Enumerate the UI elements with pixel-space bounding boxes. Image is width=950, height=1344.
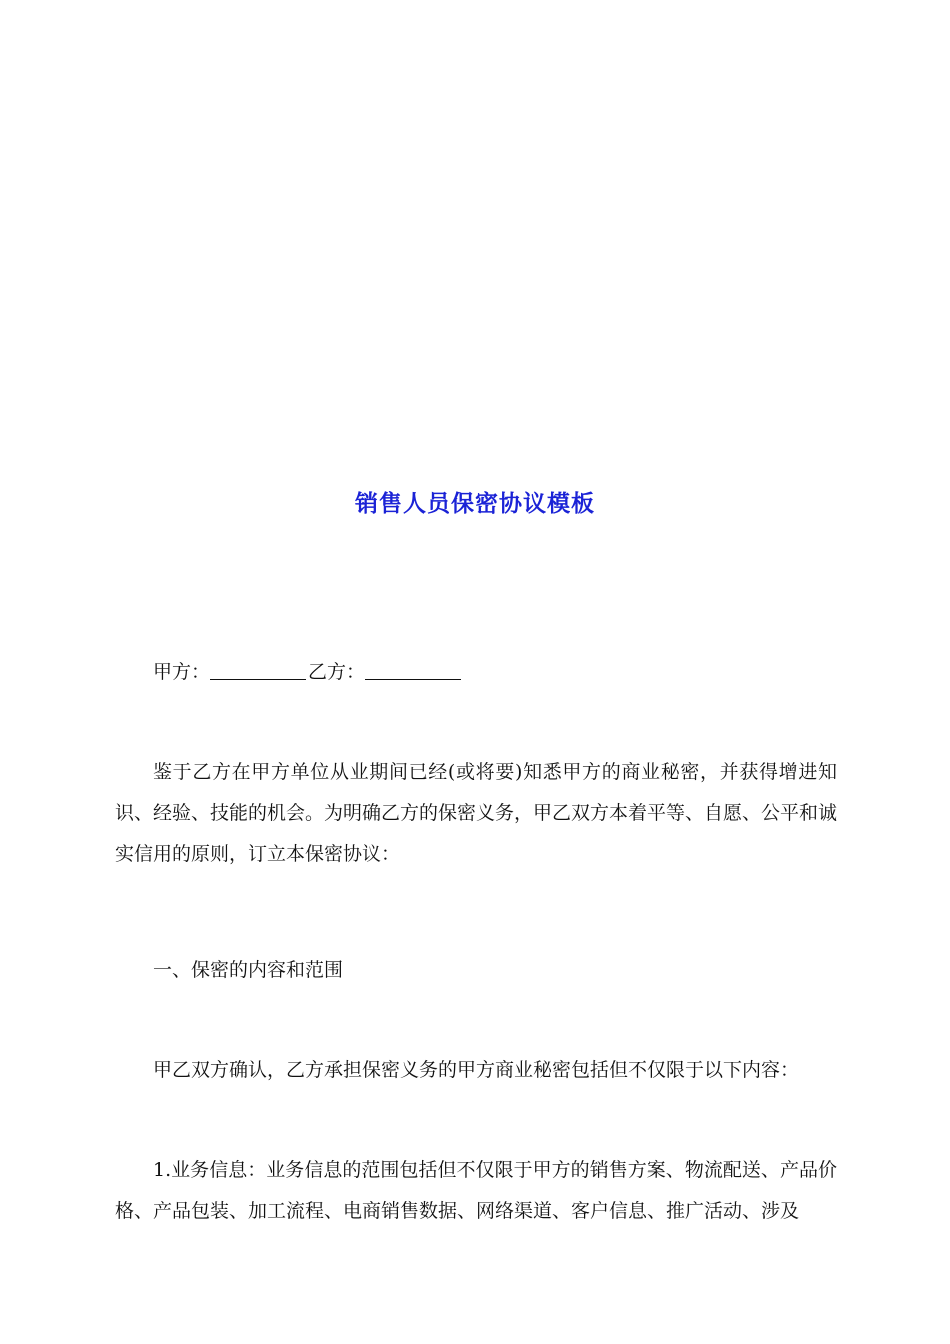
section-heading: 一、保密的内容和范围 bbox=[153, 959, 344, 981]
list-item: 1.业务信息：业务信息的范围包括但不仅限于甲方的销售方案、物流配送、产品价格、产品包装、加工流程、电商销售数据、网络渠道、客户信息、推广活动、涉及 bbox=[115, 1159, 837, 1222]
party-a-blank bbox=[210, 659, 306, 680]
intro-paragraph: 鉴于乙方在甲方单位从业期间已经(或将要)知悉甲方的商业秘密，并获得增进知识、经验、技能的机会。为明确乙方的保密义务，甲乙双方本着平等、自愿、公平和诚实信用的原则，订立本保密协议： bbox=[115, 761, 838, 865]
party-b-blank bbox=[365, 659, 461, 680]
party-b-label: 乙方： bbox=[308, 661, 366, 683]
party-a-label: 甲方： bbox=[153, 661, 211, 683]
document-title: 销售人员保密协议模板 bbox=[355, 491, 595, 517]
section-intro-paragraph: 甲乙双方确认，乙方承担保密义务的甲方商业秘密包括但不仅限于以下内容： bbox=[153, 1059, 800, 1081]
parties-line bbox=[115, 652, 837, 693]
